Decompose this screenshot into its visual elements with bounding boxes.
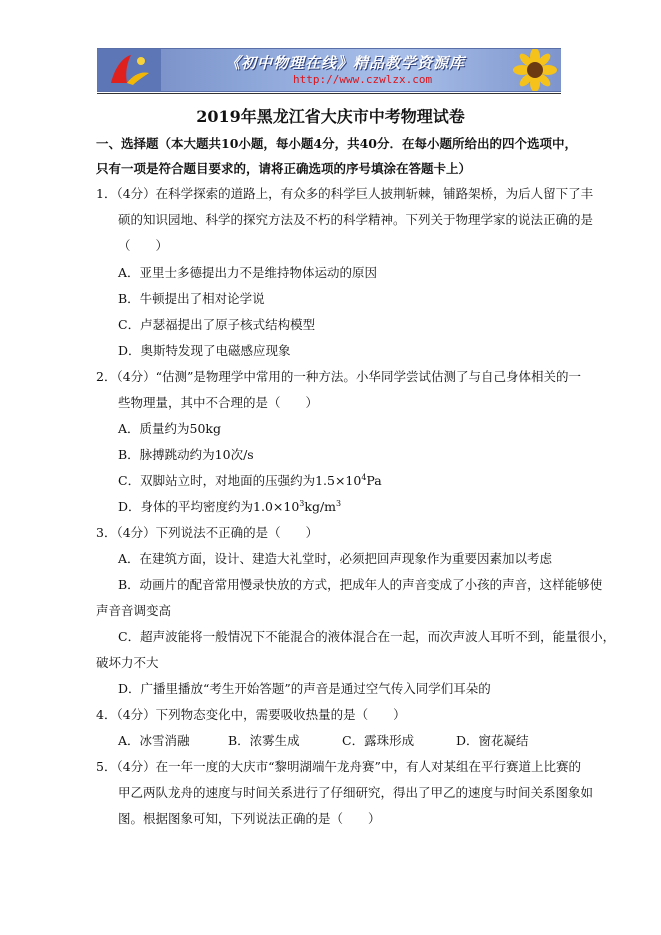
q1-stem-line3: （ ）	[118, 238, 169, 253]
q3-option-b-line2: 声音音调变高	[96, 603, 172, 618]
q1-option-d: D．奥斯特发现了电磁感应现象	[118, 343, 291, 358]
q3-option-d: D．广播里播放“考生开始答题”的声音是通过空气传入同学们耳朵的	[118, 681, 491, 696]
q3-option-c-line2: 破坏力不大	[96, 655, 159, 670]
q3-option-c-line1: C．超声波能将一般情况下不能混合的液体混合在一起，而次声波人耳听不到，能量很小，	[118, 629, 616, 644]
banner-url: http://www.czwlzx.com	[293, 73, 433, 86]
q1-option-b: B．牛顿提出了相对论学说	[118, 291, 265, 306]
header-banner	[97, 48, 561, 92]
q1-option-c: C．卢瑟福提出了原子核式结构模型	[118, 317, 316, 332]
q2-option-c-exponent: 4	[361, 472, 367, 482]
q4-stem: 4．（4分）下列物态变化中，需要吸收热量的是（ ）	[96, 707, 406, 722]
q2-option-d-exponent: 3	[299, 498, 305, 508]
q2-option-c	[118, 473, 382, 489]
q3-option-a: A．在建筑方面，设计、建造大礼堂时，必须把回声现象作为重要因素加以考虑	[118, 551, 553, 566]
document-title: 2019年黑龙江省大庆市中考物理试卷	[196, 107, 465, 126]
q1-stem-line1: 1．（4分）在科学探索的道路上，有众多的科学巨人披荆斩棘，铺路架桥，为后人留下了丰	[96, 186, 594, 201]
q2-option-c-text: C．双脚站立时，对地面的压强约为1.5×10	[118, 473, 362, 488]
section-heading-line1: 一、选择题（本大题共10小题，每小题4分，共40分．在每小题所给出的四个选项中，	[96, 136, 577, 151]
q1-option-a: A．亚里士多德提出力不是维持物体运动的原因	[118, 265, 378, 280]
q2-option-b: B．脉搏跳动约为10次/s	[118, 447, 254, 462]
q4-option-d: D．窗花凝结	[456, 733, 529, 748]
section-heading-line2: 只有一项是符合题目要求的，请将正确选项的序号填涂在答题卡上）	[96, 161, 472, 176]
q3-option-b-line1: B．动画片的配音常用慢录快放的方式，把成年人的声音变成了小孩的声音，这样能够使	[118, 577, 603, 592]
sunflower-icon	[501, 49, 561, 91]
q5-stem-line1: 5．（4分）在一年一度的大庆市“黎明湖端午龙舟赛”中，有人对某组在平行赛道上比赛的	[96, 759, 581, 774]
q2-option-c-unit: Pa	[366, 473, 382, 488]
q5-stem-line2: 甲乙两队龙舟的速度与时间关系进行了仔细研究，得出了甲乙的速度与时间关系图象如	[118, 785, 594, 800]
q2-option-d-unit-exponent: 3	[336, 498, 342, 508]
q1-stem-line2: 硕的知识园地、科学的探究方法及不朽的科学精神。下列关于物理学家的说法正确的是	[118, 212, 594, 227]
q2-stem-line1: 2．（4分）“估测”是物理学中常用的一种方法。小华同学尝试估测了与自己身体相关的一	[96, 369, 581, 384]
banner-title: 《初中物理在线》精品教学资源库	[225, 54, 466, 72]
q4-option-a: A．冰雪消融	[118, 733, 190, 748]
q4-option-c: C．露珠形成	[342, 733, 415, 748]
q2-stem-line2: 些物理量，其中不合理的是（ ）	[118, 395, 319, 410]
q2-option-d-unit: kg/m	[304, 499, 337, 514]
logo-icon	[97, 49, 161, 91]
q2-option-a: A．质量约为50kg	[118, 421, 222, 436]
q2-option-d	[118, 499, 341, 515]
header-rule	[97, 93, 561, 94]
q2-option-d-text: D．身体的平均密度约为1.0×10	[118, 499, 300, 514]
q5-stem-line3: 图。根据图象可知，下列说法正确的是（ ）	[118, 811, 381, 826]
q3-stem: 3．（4分）下列说法不正确的是（ ）	[96, 525, 319, 540]
q4-option-b: B．浓雾生成	[228, 733, 300, 748]
